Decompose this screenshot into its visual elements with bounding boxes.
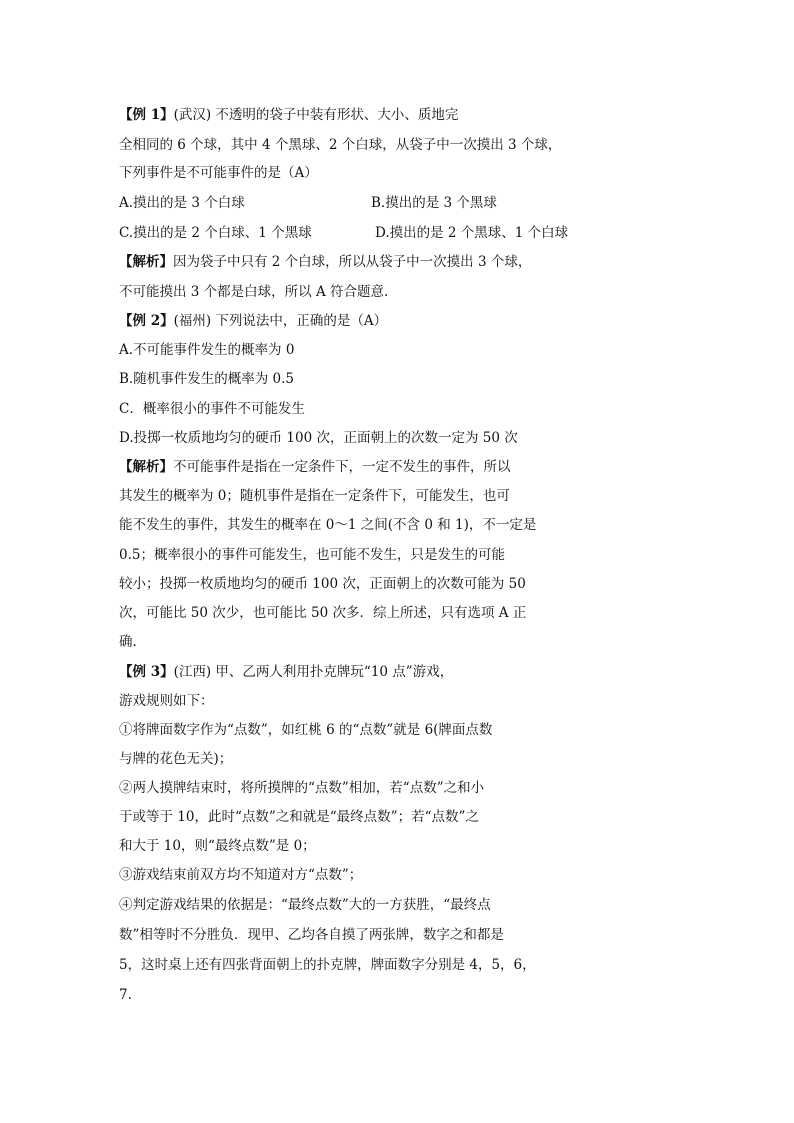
example2-analysis-line5: 较小；投掷一枚质地均匀的硬币 100 次，正面朝上的次数可能为 50 (119, 576, 526, 592)
example2-tag: 【例 2】 (119, 313, 174, 329)
example2-line1 (119, 311, 387, 331)
example3-tag: 【例 3】 (119, 664, 174, 680)
example1-line3: 下列事件是不可能事件的是（A） (119, 165, 318, 181)
example1-analysis-line2: 不可能摸出 3 个都是白球，所以 A 符合题意. (119, 284, 389, 300)
example3-question: (江西) 甲、乙两人利用扑克牌玩“10 点”游戏， (173, 664, 454, 680)
example2-question: (福州) 下列说法中，正确的是（A） (173, 313, 388, 329)
example1-option-a: A.摸出的是 3 个白球 (119, 195, 245, 211)
example3-rule2-line1: ②两人摸牌结束时，将所摸牌的“点数”相加，若“点数”之和小 (119, 780, 485, 796)
example2-analysis-line4: 0.5；概率很小的事件可能发生，也可能不发生，只是发生的可能 (119, 547, 505, 563)
example2-analysis-line3: 能不发生的事件，其发生的概率在 0～1 之间(不含 0 和 1)，不一定是 (119, 517, 537, 533)
example1-analysis-line1 (119, 252, 531, 272)
example3-rule1-line2: 与牌的花色无关)； (119, 751, 233, 767)
example2-analysis-line2: 其发生的概率为 0；随机事件是指在一定条件下，可能发生，也可 (119, 488, 510, 504)
example1-option-c: C.摸出的是 2 个白球、1 个黑球 (119, 225, 312, 241)
example3-rule4-line4: 7. (119, 987, 132, 1003)
example1-line2: 全相同的 6 个球，其中 4 个黑球、2 个白球，从袋子中一次摸出 3 个球， (119, 137, 562, 153)
example1-option-d: D.摸出的是 2 个黑球、1 个白球 (375, 225, 569, 241)
example1-tag: 【例 1】 (119, 107, 174, 123)
example1-option-b: B.摸出的是 3 个黑球 (371, 195, 497, 211)
example2-analysis-text: 不可能事件是指在一定条件下，一定不发生的事件，所以 (173, 459, 511, 475)
example3-rule4-line2: 数”相等时不分胜负．现甲、乙均各自摸了两张牌，数字之和都是 (119, 927, 504, 943)
example3-rule3: ③游戏结束前双方均不知道对方“点数”； (119, 867, 363, 883)
example1-analysis-text: 因为袋子中只有 2 个白球，所以从袋子中一次摸出 3 个球， (173, 254, 532, 270)
example3-rule2-line3: 和大于 10，则“最终点数”是 0； (119, 838, 316, 854)
example2-option-a: A.不可能事件发生的概率为 0 (119, 342, 295, 358)
example2-analysis-line1 (119, 457, 511, 477)
example1-line1 (119, 105, 458, 125)
example1-question-start: (武汉) 不透明的袋子中装有形状、大小、质地完 (173, 107, 459, 123)
example3-rule4-line3: 5，这时桌上还有四张背面朝上的扑克牌，牌面数字分别是 4，5，6， (119, 957, 536, 973)
example3-line2: 游戏规则如下： (119, 693, 214, 709)
example3-rule4-line1: ④判定游戏结果的依据是：“最终点数”大的一方获胜，“最终点 (119, 897, 491, 913)
example3-rule2-line2: 于或等于 10，此时“点数”之和就是“最终点数”；若“点数”之 (119, 809, 479, 825)
example2-analysis-tag: 【解析】 (119, 459, 173, 475)
example2-option-d: D.投掷一枚质地均匀的硬币 100 次，正面朝上的次数一定为 50 次 (119, 430, 518, 446)
example2-option-b: B.随机事件发生的概率为 0.5 (119, 371, 294, 387)
example3-line1 (119, 662, 453, 682)
example2-analysis-line7: 确. (119, 634, 137, 650)
example3-rule1-line1: ①将牌面数字作为“点数”，如红桃 6 的“点数”就是 6(牌面点数 (119, 722, 493, 738)
example2-option-c: C．概率很小的事件不可能发生 (119, 401, 305, 417)
example2-analysis-line6: 次，可能比 50 次少，也可能比 50 次多．综上所述，只有选项 A 正 (119, 605, 527, 621)
example1-analysis-tag: 【解析】 (119, 254, 173, 270)
